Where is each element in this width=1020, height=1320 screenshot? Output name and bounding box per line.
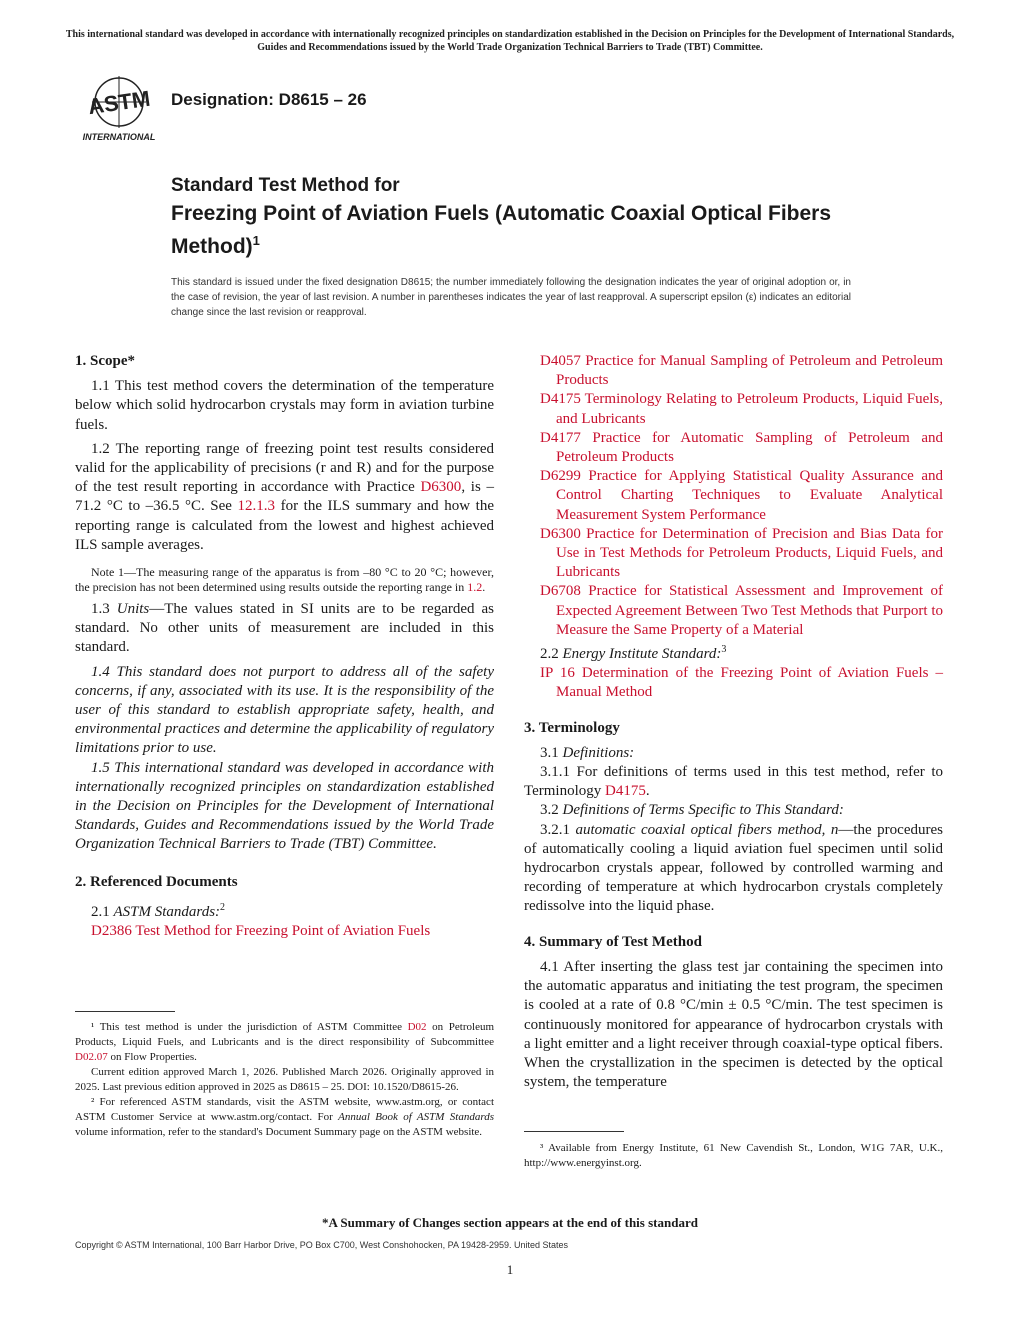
logo-subtext: INTERNATIONAL — [82, 132, 156, 142]
ref-item — [540, 582, 943, 640]
ref-code[interactable]: D6708 — [540, 583, 581, 600]
section-1-heading: 1. Scope* — [75, 353, 135, 369]
footnote-ref-3[interactable]: 3 — [721, 644, 727, 656]
title-line-1: Standard Test Method for — [171, 175, 400, 196]
para-1-2-text-c: for the ILS summary and how the reporting range is calculated from the lowest and highest achieved ILS sample averages. — [75, 498, 494, 553]
astm-logo — [78, 72, 160, 144]
title-main — [171, 200, 871, 260]
standardization-notice: This international standard was developed in accordance with internationally recognized principles on standardization established in the Decision on Principles for the Development of International Standards, Guides and Recommendations issued by the World Trade Organization Technical Barriers to Trade (TBT) Committee. — [65, 29, 955, 53]
title-footnote-ref[interactable]: 1 — [252, 233, 260, 248]
section-3-heading: 3. Terminology — [524, 719, 620, 736]
para-1-2-text-b: , is –71.2 °C to –36.5 °C. See — [75, 479, 494, 515]
summary-of-changes-note: *A Summary of Changes section appears at the end of this standard — [322, 1215, 698, 1230]
para-3-1-num: 3.1 — [540, 744, 563, 761]
para-1-2-text-a: 1.2 The reporting range of freezing point test results considered valid for the applicability of precisions (r and R) and for the purpose of the test result reporting in accordance with Practice — [75, 440, 494, 496]
para-3-2-1 — [524, 821, 943, 917]
footnote-2 — [75, 1095, 494, 1140]
link-d6300[interactable]: D6300 — [420, 479, 462, 496]
footnote-1-current-edition: Current edition approved March 1, 2026. Published March 2026. Originally approved in 2025. Last previous edition approved in 2025 as D8615 – 25. DOI: 10.1520/D8615-26. — [75, 1066, 494, 1093]
para-2-1 — [75, 898, 494, 922]
para-3-2-1-text: —the procedures of automatically cooling a liquid aviation fuel specimen until solid hydrocarbon crystals appear, followed by controlled warming and recording of temperature at which hydrocarbon crystals completely redissolve into the liquid phase. — [524, 821, 943, 915]
ref-code-ip16[interactable]: IP 16 — [540, 665, 575, 682]
para-3-2-italic: Definitions of Terms Specific to This Standard: — [562, 802, 844, 819]
ref-title[interactable]: Practice for Applying Statistical Quality Assurance and Control Charting Techniques to Evaluate Analytical Measurement System Performance — [556, 468, 943, 523]
ref-title[interactable]: Practice for Statistical Assessment and Improvement of Expected Agreement Between Two Test Methods that Purport to Measure the Same Property of a Material — [556, 583, 943, 638]
ref-title[interactable]: Terminology Relating to Petroleum Products, Liquid Fuels, and Lubricants — [556, 391, 943, 427]
link-1-2[interactable]: 1.2 — [467, 580, 483, 595]
ref-code[interactable]: D4177 — [540, 429, 581, 446]
ref-title[interactable]: Practice for Manual Sampling of Petroleum and Petroleum Products — [556, 353, 943, 389]
footnote-2-text-b: volume information, refer to the standard's Document Summary page on the ASTM website. — [75, 1126, 483, 1138]
copyright: Copyright © ASTM International, 100 Barr Harbor Drive, PO Box C700, West Conshohocken, PA 19428-2959. United States — [75, 1240, 569, 1250]
footnote-1 — [75, 1020, 494, 1065]
section-2-heading: 2. Referenced Documents — [75, 873, 238, 890]
ref-code[interactable]: D6300 — [540, 525, 581, 542]
para-4-1: 4.1 After inserting the glass test jar containing the specimen into the automatic apparatus and initiating the test program, the specimen is cooled at a rate of 0.8 °C/min ± 0.5 °C/min. The test specimen is continuously monitored for appearance of hydrocarbon crystals with a light emitter and a light receiver through coaxial-type optical fibers. When the crystallization in the specimen is detected by the optical system, the temperature — [524, 958, 943, 1091]
para-2-1-num: 2.1 — [91, 903, 114, 920]
para-1-1: 1.1 This test method covers the determination of the temperature below which solid hydrocarbon crystals may form in aviation turbine fuels. — [75, 378, 494, 433]
note-1-text: Note 1—The measuring range of the apparatus is from –80 °C to 20 °C; however, the precision has not been determined using results outside the reporting range in — [75, 565, 494, 595]
para-1-3-text: —The values stated in SI units are to be regarded as standard. No other units of measurement are included in this standard. — [75, 601, 494, 656]
para-1-4: 1.4 This standard does not purport to address all of the safety concerns, if any, associated with its use. It is the responsibility of the user of this standard to establish appropriate safety, health, and environmental practices and determine the applicability of regulatory limitations prior to use. — [75, 663, 494, 757]
link-12-1-3[interactable]: 12.1.3 — [237, 498, 276, 515]
link-d02-07[interactable]: D02.07 — [75, 1051, 108, 1063]
ref-title-d2386[interactable]: Test Method for Freezing Point of Aviation Fuels — [131, 923, 431, 940]
para-1-3 — [75, 600, 494, 658]
right-column — [524, 352, 943, 1092]
ref-code-d2386[interactable]: D2386 — [91, 923, 132, 940]
footnote-ref-2[interactable]: 2 — [220, 901, 226, 913]
footnotes-left — [75, 1020, 494, 1140]
ref-title-ip16[interactable]: Determination of the Freezing Point of Aviation Fuels – Manual Method — [556, 665, 944, 701]
ref-code[interactable]: D6299 — [540, 468, 581, 485]
para-2-1-italic: ASTM Standards: — [113, 903, 221, 920]
para-3-1 — [524, 744, 943, 763]
footnote-1-text-b: on Petroleum Products, Liquid Fuels, and Lubricants and is the direct responsibility of Subcommittee — [75, 1021, 495, 1048]
para-1-2 — [75, 440, 494, 555]
ref-title[interactable]: Practice for Automatic Sampling of Petroleum and Petroleum Products — [556, 429, 943, 466]
note-1-end: . — [482, 580, 486, 595]
footnote-1-text-c: on Flow Properties. — [107, 1051, 197, 1063]
section-4-heading: 4. Summary of Test Method — [524, 933, 702, 950]
footnote-divider-left — [75, 1011, 175, 1012]
para-1-5: 1.5 This international standard was developed in accordance with internationally recognized principles on standardization established in the Decision on Principles for the Development of International Standards, Guides and Recommendations issued by the World Trade Organization Technical Barriers to Trade (TBT) Committee. — [75, 759, 494, 853]
ref-code[interactable]: D4175 — [540, 391, 581, 408]
footnote-2-italic: Annual Book of ASTM Standards — [338, 1111, 494, 1123]
para-3-2 — [524, 801, 943, 820]
para-3-2-1-num: 3.2.1 — [540, 821, 576, 838]
ref-item — [540, 352, 943, 390]
note-1 — [75, 565, 494, 595]
para-2-2-italic: Energy Institute Standard: — [562, 646, 722, 663]
para-1-3-italic: Units — [116, 601, 150, 618]
title-line-2: Freezing Point of Aviation Fuels (Automatic Coaxial Optical Fibers Method) — [171, 202, 832, 258]
para-3-1-1-end: . — [645, 783, 650, 800]
footnote-2-text-a: ² For referenced ASTM standards, visit the ASTM website, www.astm.org, or contact ASTM Customer Service at www.astm.org/contact. For — [75, 1096, 494, 1123]
footnote-1-text-a: ¹ This test method is under the jurisdiction of ASTM Committee — [91, 1021, 408, 1033]
para-3-1-1 — [524, 763, 943, 801]
ref-item — [540, 467, 943, 525]
footnote-divider-right — [524, 1131, 624, 1132]
footnote-3: ³ Available from Energy Institute, 61 New Cavendish St., London, W1G 7AR, U.K., http://www.energyinst.org. — [524, 1142, 943, 1169]
para-3-2-1-italic: automatic coaxial optical fibers method, n — [575, 821, 839, 838]
issuance-note: This standard is issued under the fixed designation D8615; the number immediately following the designation indicates the year of original adoption or, in the case of revision, the year of last revision. A number in parentheses indicates the year of last reapproval. A superscript epsilon (ε) indicates an editorial change since the last revision or reapproval. — [171, 277, 851, 318]
ref-title[interactable]: Practice for Determination of Precision and Bias Data for Use in Test Methods for Petroleum Products, Liquid Fuels, and Lubricants — [556, 525, 943, 581]
ref-item — [540, 429, 943, 467]
para-3-1-italic: Definitions: — [562, 744, 635, 761]
para-3-1-1-text: 3.1.1 For definitions of terms used in this test method, refer to Terminology — [524, 764, 943, 800]
ref-ip16 — [540, 664, 943, 702]
astm-logo-icon — [78, 72, 160, 144]
link-d02[interactable]: D02 — [407, 1021, 427, 1033]
page-number: 1 — [506, 1262, 514, 1277]
para-2-2 — [524, 640, 943, 664]
para-3-2-num: 3.2 — [540, 802, 563, 819]
left-column — [75, 352, 494, 941]
ref-code[interactable]: D4057 — [540, 353, 581, 369]
para-1-3-num: 1.3 — [91, 601, 117, 618]
para-2-2-num: 2.2 — [540, 646, 563, 663]
ref-d2386 — [75, 922, 494, 941]
reference-list — [524, 352, 943, 640]
designation: Designation: D8615 – 26 — [171, 90, 367, 109]
logo-text: ASTM — [86, 85, 152, 120]
ref-item — [540, 525, 943, 583]
ref-item — [540, 390, 943, 428]
link-d4175[interactable]: D4175 — [605, 783, 646, 800]
